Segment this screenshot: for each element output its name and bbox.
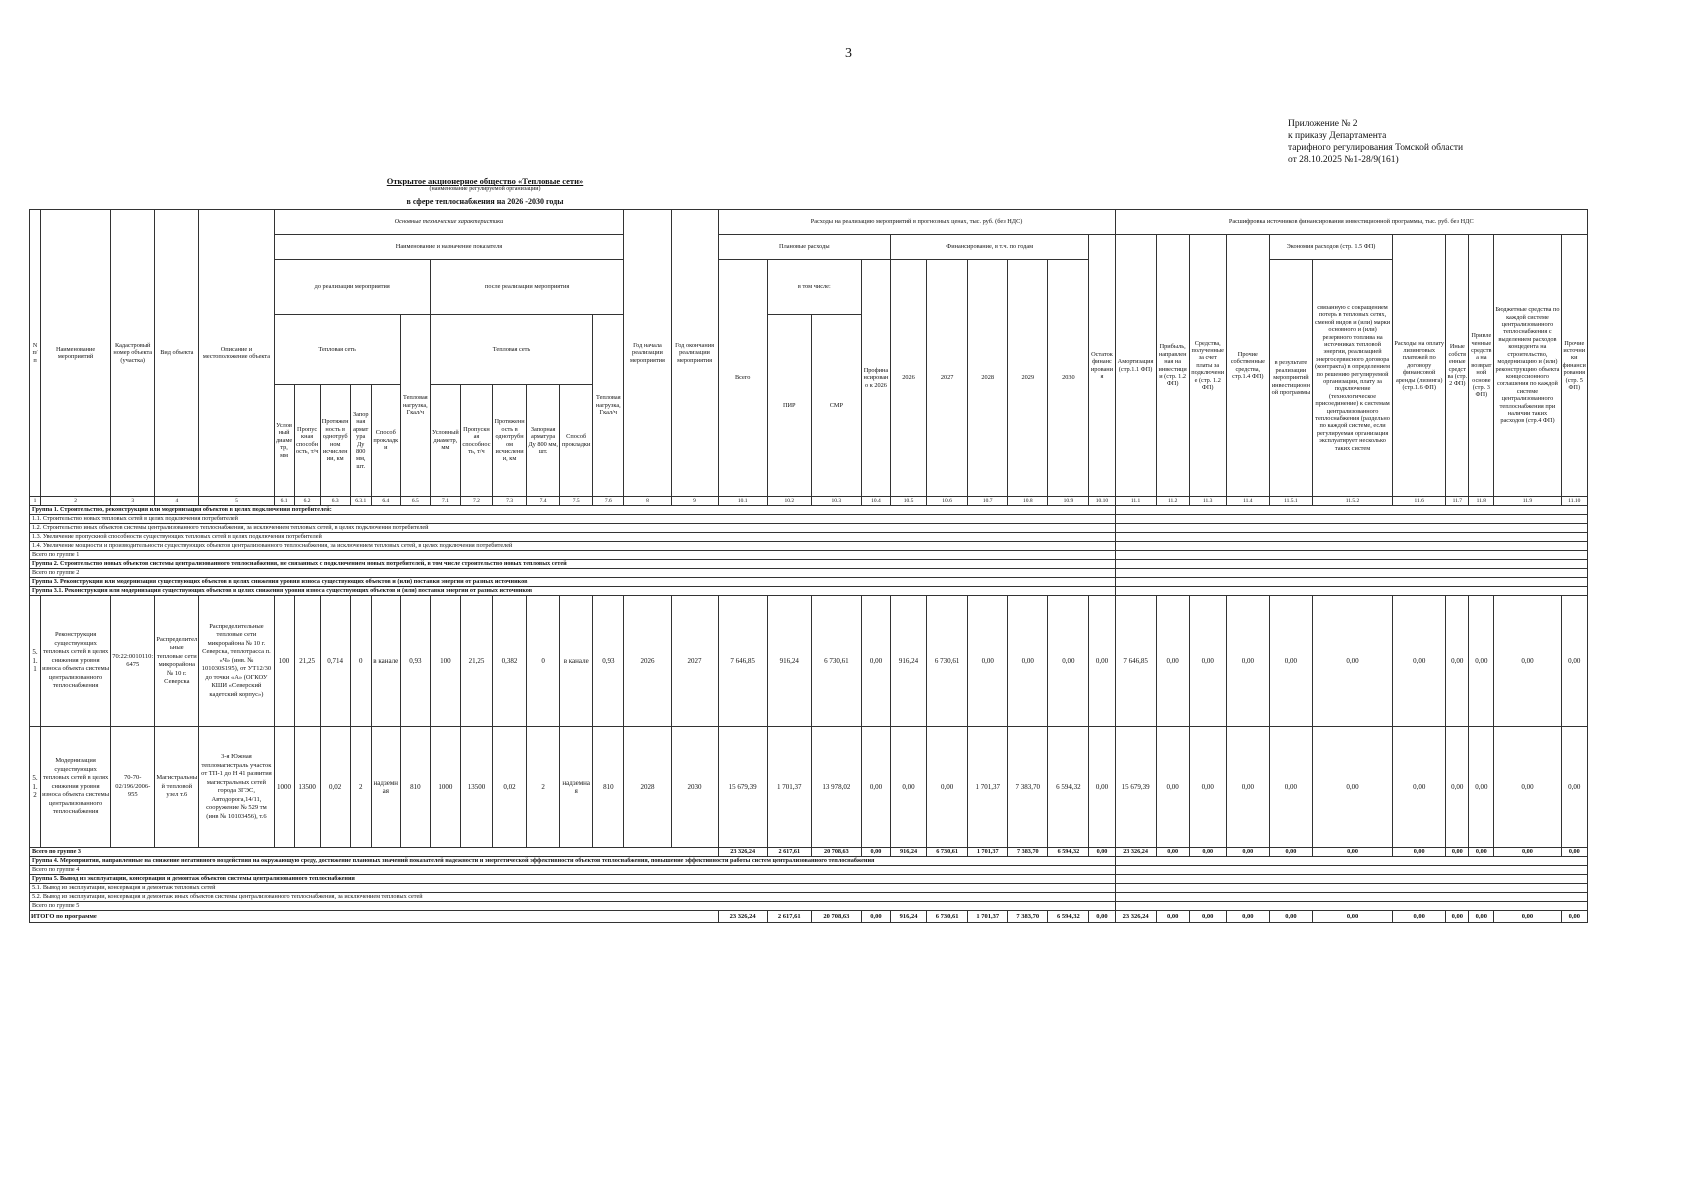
item-value: 0,714 [320,596,350,727]
item-value: надземная [560,727,593,848]
group-total-row [30,866,1588,875]
col-header: N п/п [30,210,41,497]
item-value: 15 679,39 [718,727,767,848]
total-value: 0,00 [1156,911,1189,923]
group-row [30,587,1588,596]
item-value: 0,00 [1189,727,1226,848]
column-number: 10.6 [927,497,968,506]
item-value: 810 [593,727,624,848]
column-number: 4 [155,497,199,506]
group-row [30,578,1588,587]
col-header: 2029 [1008,260,1048,497]
item-value: 6 594,32 [1048,727,1089,848]
total-value: 0,00 [1156,848,1189,857]
column-number-row [30,497,1588,506]
total-value: 0,00 [1561,848,1587,857]
column-number: 6.1 [274,497,294,506]
total-value: 20 708,63 [811,848,861,857]
total-value: 0,00 [1089,848,1115,857]
investment-program-table [29,209,1588,923]
total-value: 7 383,70 [1008,848,1048,857]
col-header: Расшифровка источников финансирования инвестиционной программы, тыс. руб. без НДС [1115,210,1587,235]
table-row [30,596,1588,727]
item-value: 0,00 [1226,596,1269,727]
total-value: 0,00 [861,848,890,857]
group-label: Группа 2. Строительство новых объектов системы централизованного теплоснабжения, не связанных с подключением новых потребителей, в том числе строительство новых тепловых сетей [30,560,1116,569]
column-number: 7.5 [560,497,593,506]
col-header: Профинансировано к 2026 [861,260,890,497]
item-value: в канале [560,596,593,727]
group-total-label: Всего по группе 1 [30,551,1116,560]
col-header: связанную с сокращением потерь в тепловых сетях, сменой видов и (или) марки основного и (или) резервного топлива на источниках тепловой энергии, реализацией энергосервисного договора (контракта) в определением по решению регулируемой организации, плату за подключение (технологическое присоединение) к системам централизованного теплоснабжения (раздельно по каждой системе, если регулируемая организация эксплуатирует несколько таких систем [1312,260,1392,497]
item-value: 0,93 [400,596,430,727]
col-header: в том числе: [767,260,861,315]
page-number: 3 [845,46,852,61]
total-value: 0,00 [1446,848,1469,857]
item-value: 100 [430,596,460,727]
total-value: 0,00 [1269,911,1312,923]
group-total-label: Всего по группе 5 [30,902,1116,911]
item-type: Распределительные тепловые сети микрорайона № 10 г. Северска [155,596,199,727]
col-header: 2027 [927,260,968,497]
column-number: 7.3 [493,497,527,506]
total-value: 7 383,70 [1008,911,1048,923]
item-value: 0,00 [1156,727,1189,848]
subgroup-row [30,893,1588,902]
group-label: Группа 5. Вывод из эксплуатации, консервация и демонтаж объектов системы централизованного теплоснабжения [30,875,1116,884]
total-value: 6 730,61 [927,848,968,857]
grand-total-label: ИТОГО по программе [30,911,719,923]
col-header: Вид объекта [155,210,199,497]
column-number: 11.1 [1115,497,1156,506]
group-total-label: Всего по группе 4 [30,866,1116,875]
item-value: 0,00 [1312,727,1392,848]
total-value: 0,00 [1269,848,1312,857]
total-value: 23 326,24 [718,911,767,923]
group-row [30,560,1588,569]
item-description: 3-я Южная тепломагистраль участок от ТП-1 до Н 41 развития магистральных сетей города ЗГЭС, Автодорога,14/11, сооружение № 529 тм (инв № 10103456), т.6 [199,727,274,848]
item-value: 0,00 [1494,727,1561,848]
column-number: 10.1 [718,497,767,506]
col-header: Условный диаметр, мм [274,385,294,497]
title-block [270,176,700,206]
group-total-row [30,848,1588,857]
group-row [30,857,1588,866]
group-total-row [30,569,1588,578]
item-value: 0,00 [1469,596,1494,727]
item-value: 2030 [671,727,718,848]
item-value: 0,00 [1393,596,1446,727]
column-number: 11.6 [1393,497,1446,506]
column-number: 10.3 [811,497,861,506]
group-label: Группа 3. Реконструкция или модернизация существующих объектов в целях снижения уровня износа существующих объектов и (или) поставки энергии от разных источников [30,578,1116,587]
item-value: 0 [527,596,560,727]
col-header: Всего [718,260,767,497]
column-number: 6.3.1 [350,497,371,506]
col-header: Расходы на реализацию мероприятий в прогнозных ценах, тыс. руб. (без НДС) [718,210,1115,235]
item-value: 810 [400,727,430,848]
col-header: Остаток финансирования [1089,235,1115,497]
appendix-line: от 28.10.2025 №1-28/9(161) [1288,155,1399,165]
item-value: надземная [371,727,400,848]
col-header: Пропускная способность, т/ч [294,385,320,497]
column-number: 10.5 [890,497,926,506]
column-number: 5 [199,497,274,506]
subgroup-label: 1.2. Строительство иных объектов системы централизованного теплоснабжения, за исключением тепловых сетей, в целях подключения потребителей [30,524,1116,533]
total-value: 0,00 [1189,848,1226,857]
item-value: 0,00 [890,727,926,848]
item-value: 0,00 [1089,727,1115,848]
item-value: 1000 [430,727,460,848]
item-value: 2027 [671,596,718,727]
total-value: 0,00 [1469,911,1494,923]
item-value: 7 646,85 [718,596,767,727]
col-header: Способ прокладки [371,385,400,497]
column-number: 8 [624,497,671,506]
organization-name: Открытое акционерное общество «Тепловые сети» [386,176,584,186]
column-number: 6.2 [294,497,320,506]
total-value: 20 708,63 [811,911,861,923]
column-number: 10.9 [1048,497,1089,506]
total-value: 0,00 [1446,911,1469,923]
col-header: Кадастровый номер объекта (участка) [111,210,155,497]
subgroup-row [30,533,1588,542]
group-total-label: Всего по группе 2 [30,569,1116,578]
organization-caption: (наименование регулируемой организации) [429,186,541,192]
total-value: 6 594,32 [1048,848,1089,857]
item-value: 0,00 [1226,727,1269,848]
item-value: 100 [274,596,294,727]
col-header: после реализации мероприятия [430,260,624,315]
col-header: Амортизация (стр.1.1 ФП) [1115,235,1156,497]
total-value: 0,00 [861,911,890,923]
col-header: Протяженность в однотрубном исчислении, км [320,385,350,497]
item-value: 6 730,61 [927,596,968,727]
item-value: 916,24 [767,596,811,727]
total-value: 0,00 [1494,848,1561,857]
column-number: 11.2 [1156,497,1189,506]
item-value: 0,00 [968,596,1008,727]
item-value: 0,02 [320,727,350,848]
group-total-label: Всего по группе 3 [30,848,719,857]
item-number: 5.1.1 [30,596,41,727]
column-number: 11.9 [1494,497,1561,506]
item-value: 0,00 [1446,727,1469,848]
total-value: 0,00 [1312,911,1392,923]
total-value: 0,00 [1561,911,1587,923]
item-value: 0 [350,596,371,727]
group-label: Группа 4. Мероприятия, направленные на снижение негативного воздействия на окружающую среду, достижение плановых значений показателей надежности и энергетической эффективности объектов теплоснабжения, повышение эффективности работы систем централизованного теплоснабжения [30,857,1116,866]
column-number: 7.6 [593,497,624,506]
subgroup-label: 1.1. Строительство новых тепловых сетей в целях подключения потребителей [30,515,1116,524]
column-number: 10.10 [1089,497,1115,506]
column-number: 6.5 [400,497,430,506]
total-value: 1 701,37 [968,911,1008,923]
subgroup-row [30,884,1588,893]
item-value: в канале [371,596,400,727]
item-value: 2028 [624,727,671,848]
table-row [30,727,1588,848]
item-value: 0,00 [1494,596,1561,727]
column-number: 11.7 [1446,497,1469,506]
item-value: 0,00 [1189,596,1226,727]
column-number: 7.4 [527,497,560,506]
total-value: 23 326,24 [1115,848,1156,857]
subgroup-label: 5.1. Вывод из эксплуатации, консервация и демонтаж тепловых сетей [30,884,1116,893]
total-value: 23 326,24 [718,848,767,857]
col-header: Иные собственные средства (стр. 2 ФП) [1446,235,1469,497]
appendix-block [1288,118,1463,166]
item-value: 0,00 [1393,727,1446,848]
group-row [30,875,1588,884]
appendix-line: к приказу Департамента [1288,131,1387,141]
total-value: 0,00 [1312,848,1392,857]
item-name: Реконструкция существующих тепловых сетей в целях снижения уровня износа объекта системы централизованного теплоснабжения [41,596,111,727]
item-value: 0,93 [593,596,624,727]
col-header: Плановые расходы [718,235,890,260]
col-header: 2026 [890,260,926,497]
col-header: в результате реализации мероприятий инвестиционной программы [1269,260,1312,497]
col-header: Основные технические характеристики [274,210,624,235]
item-value: 916,24 [890,596,926,727]
item-value: 0,00 [1269,596,1312,727]
subgroup-row [30,515,1588,524]
column-number: 11.10 [1561,497,1587,506]
column-number: 11.5.2 [1312,497,1392,506]
item-cadastral: 70:22:0010110:6475 [111,596,155,727]
column-number: 10.2 [767,497,811,506]
col-header: Расходы на оплату лизинговых платежей по договору финансовой аренды (лизинга) (стр.1.6 ФП) [1393,235,1446,497]
column-number: 7.1 [430,497,460,506]
col-header: Средства, полученные за счет платы за подключение (стр. 1.2 ФП) [1189,235,1226,497]
grand-total-row [30,911,1588,923]
item-value: 2026 [624,596,671,727]
col-header: Прочие источники финансирования (стр. 5 ФП) [1561,235,1587,497]
col-header: Тепловая нагрузка, Гкал/ч [400,315,430,497]
column-number: 11.4 [1226,497,1269,506]
total-value: 6 594,32 [1048,911,1089,923]
total-value: 2 617,61 [767,911,811,923]
column-number: 7.2 [460,497,492,506]
column-number: 10.7 [968,497,1008,506]
subgroup-row [30,542,1588,551]
col-header: Тепловая нагрузка, Гкал/ч [593,315,624,497]
col-header: Пропускная способность, т/ч [460,385,492,497]
col-header: Запорная арматура Ду 800 мм, шт. [350,385,371,497]
total-value: 0,00 [1189,911,1226,923]
total-value: 0,00 [1226,848,1269,857]
item-value: 7 383,70 [1008,727,1048,848]
col-header: Способ прокладки [560,385,593,497]
item-value: 0,00 [1269,727,1312,848]
item-value: 0,00 [927,727,968,848]
col-header: Привлеченные средства на возвратной основе (стр. 3 ФП) [1469,235,1494,497]
item-type: Магистральный тепловой узел т.6 [155,727,199,848]
subgroup-label: 5.2. Вывод из эксплуатации, консервация и демонтаж иных объектов системы централизованного теплоснабжения, за исключением тепловых сетей [30,893,1116,902]
total-value: 6 730,61 [927,911,968,923]
item-value: 13500 [460,727,492,848]
col-header: Год окончания реализации мероприятия [671,210,718,497]
col-header: до реализации мероприятия [274,260,430,315]
item-value: 2 [527,727,560,848]
program-period: в сфере теплоснабжения на 2026 -2030 годы [406,197,564,206]
col-header: 2030 [1048,260,1089,497]
col-header: 2028 [968,260,1008,497]
column-number: 2 [41,497,111,506]
item-value: 13 978,02 [811,727,861,848]
col-header: Запорная арматура Ду 800 мм, шт. [527,385,560,497]
item-value: 0,00 [1312,596,1392,727]
item-value: 0,00 [861,596,890,727]
appendix-line: Приложение № 2 [1288,119,1358,129]
group-row [30,506,1588,515]
item-value: 21,25 [294,596,320,727]
total-value: 1 701,37 [968,848,1008,857]
total-value: 0,00 [1226,911,1269,923]
col-header: Наименование мероприятий [41,210,111,497]
subgroup-row [30,524,1588,533]
item-value: 0,00 [1469,727,1494,848]
col-header: Условный диаметр, мм [430,385,460,497]
col-header: Экономия расходов (стр. 1.5 ФП) [1269,235,1392,260]
total-value: 0,00 [1089,911,1115,923]
item-value: 6 730,61 [811,596,861,727]
item-value: 0,00 [1156,596,1189,727]
item-value: 0,382 [493,596,527,727]
column-number: 11.8 [1469,497,1494,506]
subgroup-label: 1.3. Увеличение пропускной способности существующих тепловых сетей в целях подключения потребителей [30,533,1116,542]
item-value: 13500 [294,727,320,848]
item-value: 0,00 [861,727,890,848]
item-value: 1 701,37 [968,727,1008,848]
item-value: 15 679,39 [1115,727,1156,848]
total-value: 0,00 [1393,848,1446,857]
total-value: 0,00 [1469,848,1494,857]
item-value: 0,00 [1446,596,1469,727]
item-value: 0,00 [1089,596,1115,727]
col-header: Описание и местоположение объекта [199,210,274,497]
col-header: Прибыль, направленная на инвестиции (стр. 1.2 ФП) [1156,235,1189,497]
column-number: 10.8 [1008,497,1048,506]
item-value: 2 [350,727,371,848]
col-header: Бюджетные средства по каждой системе централизованного теплоснабжения с выделением расходов концедента на строительство, модернизацию и (или) реконструкцию объекта концессионного соглашения по каждой системе централизованного теплоснабжения при наличии таких расходов (стр.4 ФП) [1494,235,1561,497]
col-header: Протяженность в однотрубном исчислении, км [493,385,527,497]
column-number: 11.3 [1189,497,1226,506]
appendix-line: тарифного регулирования Томской области [1288,143,1464,153]
column-number: 6.3 [320,497,350,506]
col-header: СМР [811,315,861,497]
column-number: 6.4 [371,497,400,506]
col-header: Финансирование, в т.ч. по годам [890,235,1088,260]
total-value: 916,24 [890,911,926,923]
item-value: 0,00 [1561,596,1587,727]
item-value: 0,00 [1008,596,1048,727]
column-number: 1 [30,497,41,506]
item-name: Модернизация существующих тепловых сетей в целях снижения уровня износа объекта системы централизованного теплоснабжения [41,727,111,848]
total-value: 0,00 [1494,911,1561,923]
total-value: 2 617,61 [767,848,811,857]
group-label: Группа 3.1. Реконструкция или модернизация существующих объектов в целях снижения уровня износа существующих объектов и (или) поставки энергии от разных источников [30,587,1116,596]
item-value: 7 646,85 [1115,596,1156,727]
col-header: Наименование и назначение показателя [274,235,624,260]
col-header: Прочие собственные средства, стр.1.4 ФП) [1226,235,1269,497]
item-description: Распределительные тепловые сети микрорайона № 10 г. Северска, теплотрасса п. «Ч» (инв. № 101030S195), от УТ12/30 до точки «А» (ОГКОУ КШИ «Северский кадетский корпус») [199,596,274,727]
group-label: Группа 1. Строительство, реконструкция или модернизация объектов в целях подключения потребителей: [30,506,1116,515]
group-total-row [30,902,1588,911]
column-number: 9 [671,497,718,506]
item-value: 21,25 [460,596,492,727]
item-value: 1 701,37 [767,727,811,848]
total-value: 23 326,24 [1115,911,1156,923]
column-number: 3 [111,497,155,506]
item-number: 5.1.2 [30,727,41,848]
item-cadastral: 70-70-02/196/2006-955 [111,727,155,848]
column-number: 10.4 [861,497,890,506]
item-value: 0,00 [1048,596,1089,727]
item-value: 1000 [274,727,294,848]
total-value: 0,00 [1393,911,1446,923]
item-value: 0,02 [493,727,527,848]
column-number: 11.5.1 [1269,497,1312,506]
item-value: 0,00 [1561,727,1587,848]
col-header: ПИР [767,315,811,497]
col-header: Тепловая сеть [274,315,400,385]
col-header: Тепловая сеть [430,315,592,385]
group-total-row [30,551,1588,560]
subgroup-label: 1.4. Увеличение мощности и производительности существующих объектов централизованного теплоснабжения, за исключением тепловых сетей, в целях подключения потребителей [30,542,1116,551]
total-value: 916,24 [890,848,926,857]
col-header: Год начала реализации мероприятия [624,210,671,497]
